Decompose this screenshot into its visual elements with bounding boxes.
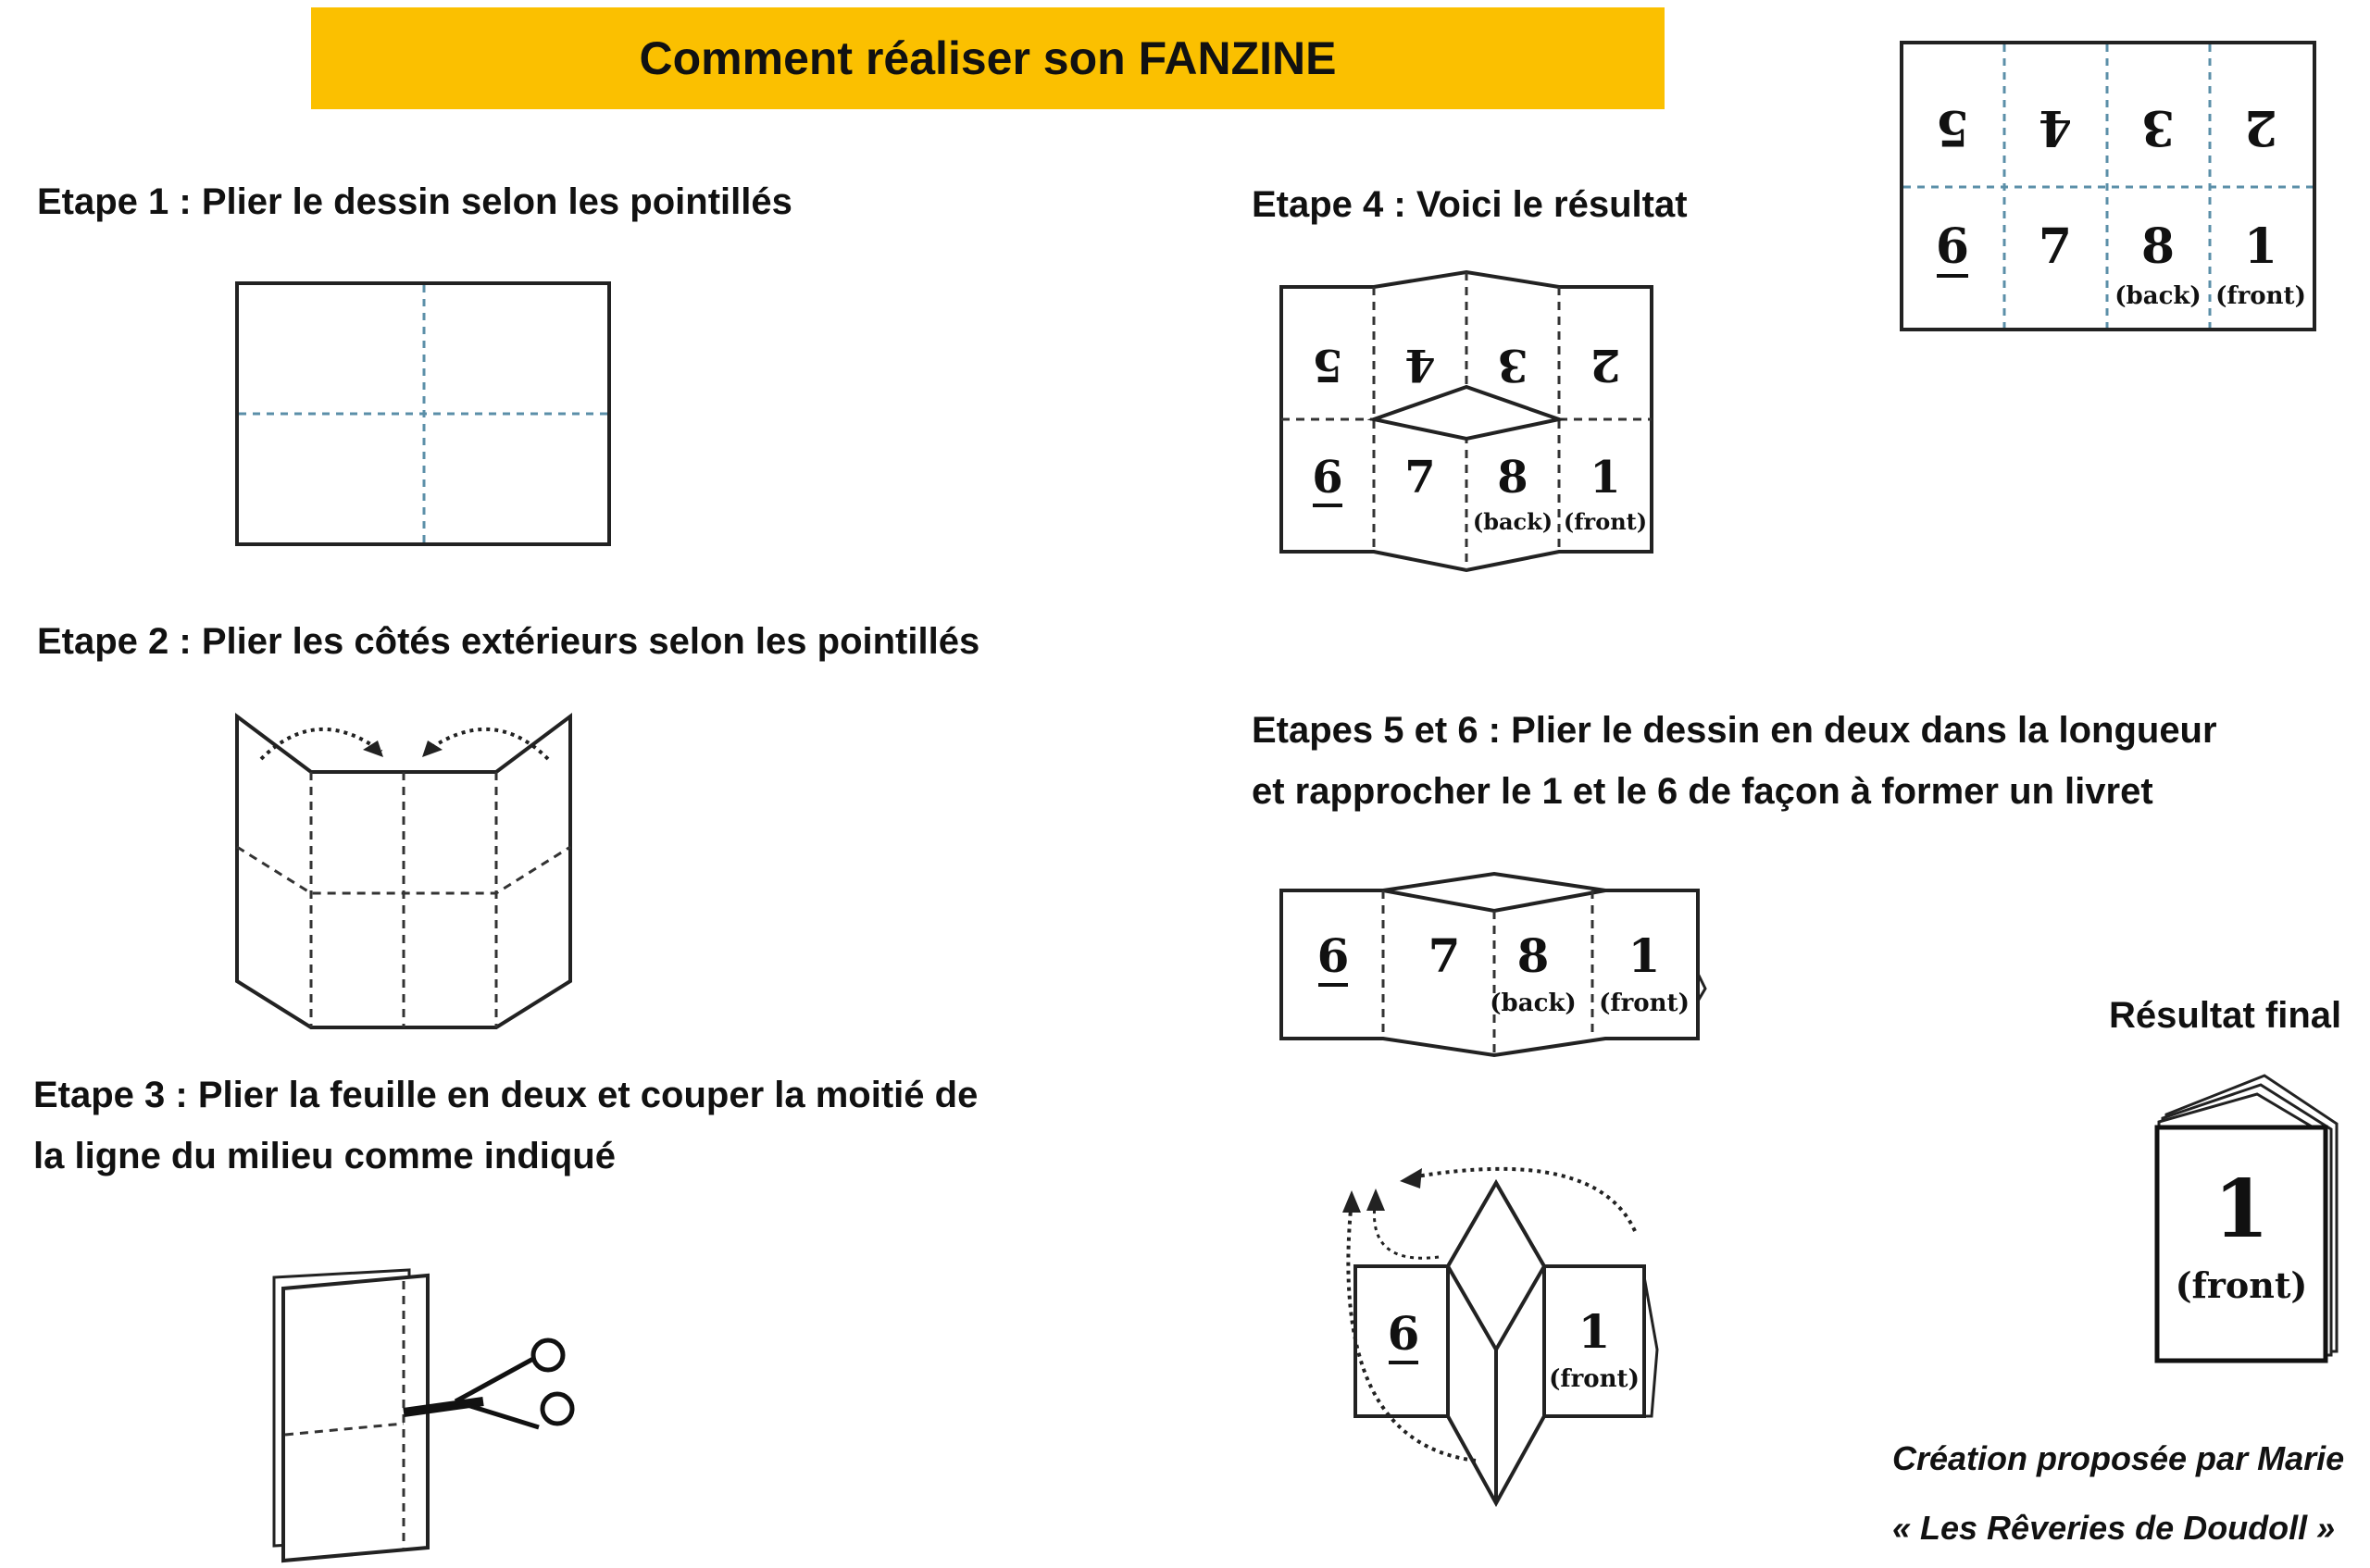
grid-page-4: 4 (2038, 99, 2073, 156)
s4-page-8: 8 (1497, 452, 1528, 504)
page-layout-grid (1900, 41, 2316, 333)
grid-page-7: 7 (2038, 218, 2073, 275)
step-2-fold-diagram (233, 713, 578, 1033)
s5-page-7: 7 (1428, 928, 1461, 983)
page-title: Comment réaliser son FANZINE (639, 32, 1337, 84)
final-result-label: Résultat final (2109, 995, 2342, 1036)
s4-page-5: 5 (1312, 339, 1343, 391)
s5-page-1: 1 (1628, 928, 1661, 983)
grid-back-label: (back) (2114, 282, 2202, 310)
grid-page-6: 6 (1935, 218, 1970, 275)
grid-page-5: 5 (1935, 99, 1970, 156)
credit-line-2: « Les Rêveries de Doudoll » (1892, 1509, 2336, 1547)
s6-page-6: 6 (1387, 1306, 1420, 1361)
step-3-label-line2: la ligne du milieu comme indiqué (33, 1136, 616, 1176)
grid-page-8: 8 (2140, 218, 2176, 275)
s4-page-4: 4 (1404, 339, 1436, 391)
final-booklet-diagram (2153, 1072, 2339, 1364)
s4-page-7: 7 (1404, 452, 1436, 504)
s4-page-2: 2 (1590, 339, 1621, 391)
s5-page-8: 8 (1516, 928, 1550, 983)
step-1-sheet-diagram (235, 281, 611, 546)
s6-front-label: (front) (1549, 1365, 1640, 1393)
final-page-1: 1 (2214, 1163, 2269, 1256)
s4-front-label: (front) (1563, 508, 1648, 535)
step-1-label: Etape 1 : Plier le dessin selon les pointillés (37, 181, 792, 222)
grid-page-3: 3 (2140, 99, 2176, 156)
grid-page-1: 1 (2243, 218, 2278, 275)
step-3-label-line1: Etape 3 : Plier la feuille en deux et couper la moitié de (33, 1075, 979, 1115)
s5-front-label: (front) (1599, 989, 1690, 1017)
s4-page-6: 6 (1312, 452, 1343, 504)
step-4-result-diagram (1278, 268, 1657, 574)
scissors-icon (455, 1340, 572, 1427)
s4-page-3: 3 (1497, 339, 1528, 391)
step-5-6-label-line1: Etapes 5 et 6 : Plier le dessin en deux dans la longueur (1252, 710, 2217, 751)
title-banner (311, 7, 1665, 109)
step-2-label: Etape 2 : Plier les côtés extérieurs selon les pointillés (37, 621, 980, 662)
credit-line-1: Création proposée par Marie (1892, 1439, 2345, 1477)
s5-page-6: 6 (1316, 928, 1350, 983)
step-5-fold-diagram (1278, 870, 1709, 1064)
step-6-booklet-diagram (1318, 1164, 1665, 1514)
step-5-6-label-line2: et rapprocher le 1 et le 6 de façon à former un livret (1252, 771, 2153, 812)
s6-page-1: 1 (1578, 1304, 1611, 1359)
final-front-label: (front) (2175, 1264, 2308, 1306)
step-4-label: Etape 4 : Voici le résultat (1252, 184, 1688, 225)
s5-back-label: (back) (1490, 989, 1577, 1017)
grid-page-2: 2 (2243, 99, 2278, 156)
s4-back-label: (back) (1472, 508, 1553, 535)
s4-page-1: 1 (1590, 452, 1621, 504)
grid-front-label: (front) (2215, 282, 2306, 310)
step-3-cut-diagram (270, 1270, 596, 1568)
